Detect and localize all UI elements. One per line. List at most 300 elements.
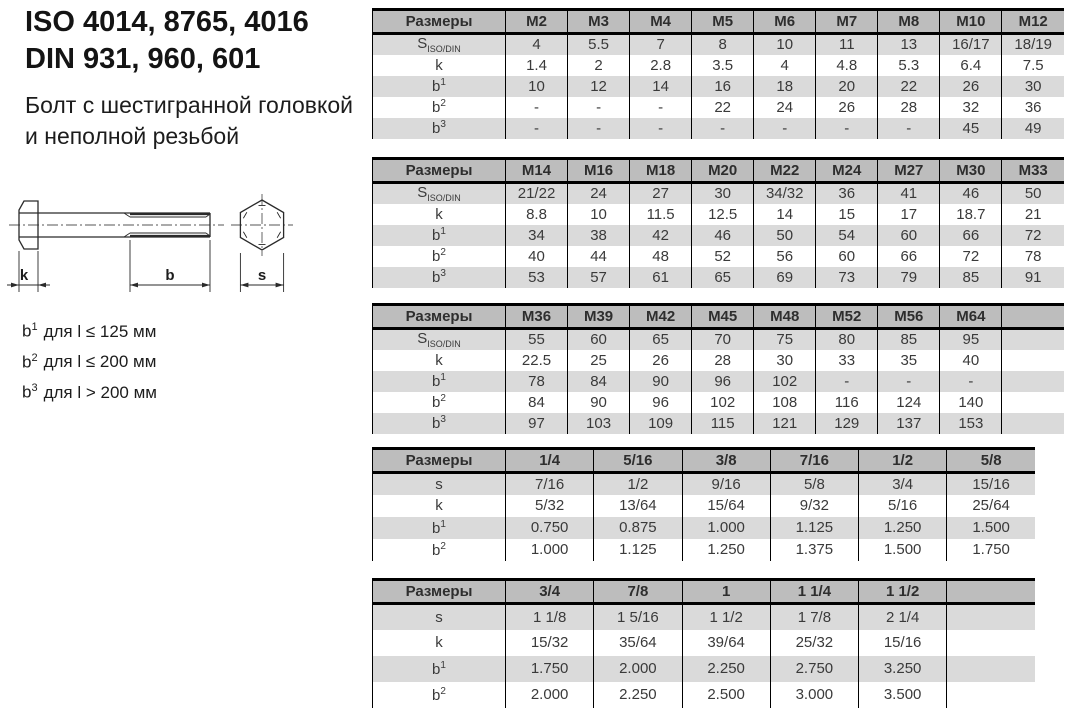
size-column-header: 3/8 xyxy=(682,449,770,473)
value-cell: - xyxy=(878,371,940,392)
size-column-header: 5/8 xyxy=(947,449,1035,473)
size-column-header: 1 xyxy=(682,580,770,604)
size-column-header: M6 xyxy=(754,10,816,34)
value-cell: 1.125 xyxy=(594,539,682,561)
value-cell: 25/32 xyxy=(770,630,858,656)
value-cell: 35 xyxy=(878,350,940,371)
value-cell: - xyxy=(754,118,816,139)
dimension-table-metric-large xyxy=(372,303,1064,434)
row-label: $b^2$ xyxy=(373,539,506,561)
size-column-header: M36 xyxy=(506,305,568,329)
value-cell: 5.3 xyxy=(878,55,940,76)
table-metric-large xyxy=(372,303,1064,434)
value-cell: 79 xyxy=(878,267,940,288)
note-b1 xyxy=(22,314,157,345)
dimension-table-metric-small xyxy=(372,8,1064,139)
value-cell: 3.250 xyxy=(859,656,947,682)
value-cell: 5/32 xyxy=(506,495,594,517)
note-b1-sup: 1 xyxy=(31,321,38,333)
value-cell: 85 xyxy=(940,267,1002,288)
value-cell: 46 xyxy=(940,183,1002,204)
value-cell: 52 xyxy=(692,246,754,267)
value-cell: 73 xyxy=(816,267,878,288)
value-cell: 45 xyxy=(940,118,1002,139)
value-cell: 34 xyxy=(506,225,568,246)
value-cell: 95 xyxy=(940,329,1002,350)
value-cell: 15/32 xyxy=(506,630,594,656)
value-cell: 1.250 xyxy=(682,539,770,561)
value-cell: 50 xyxy=(754,225,816,246)
size-column-header: M30 xyxy=(940,159,1002,183)
value-cell: 7 xyxy=(630,34,692,55)
size-column-header: 1/2 xyxy=(859,449,947,473)
value-cell: 25/64 xyxy=(947,495,1035,517)
note-b3 xyxy=(22,375,157,406)
table-row xyxy=(373,34,1065,55)
value-cell: 72 xyxy=(1002,225,1064,246)
value-cell: 91 xyxy=(1002,267,1064,288)
value-cell: 56 xyxy=(754,246,816,267)
row-label: $S_{ISO/DIN}$ xyxy=(373,34,506,55)
size-column-header: 1 1/4 xyxy=(770,580,858,604)
note-b2 xyxy=(22,345,157,376)
value-cell: 26 xyxy=(816,97,878,118)
size-column-header: M5 xyxy=(692,10,754,34)
value-cell: 11 xyxy=(816,34,878,55)
table-row xyxy=(373,682,1036,708)
row-label: k xyxy=(373,350,506,371)
value-cell: 7/16 xyxy=(506,473,594,495)
value-cell: 1.000 xyxy=(506,539,594,561)
value-cell: 21/22 xyxy=(506,183,568,204)
row-label: k xyxy=(373,55,506,76)
value-cell: 84 xyxy=(506,392,568,413)
table-corner-header: Размеры xyxy=(373,10,506,34)
value-cell: 11.5 xyxy=(630,204,692,225)
empty-cell xyxy=(947,656,1035,682)
size-column-header: M52 xyxy=(816,305,878,329)
row-label: $b^3$ xyxy=(373,413,506,434)
table-row xyxy=(373,392,1065,413)
table-row xyxy=(373,371,1065,392)
value-cell: 38 xyxy=(568,225,630,246)
size-column-header: M39 xyxy=(568,305,630,329)
value-cell: 1 1/8 xyxy=(506,604,594,630)
value-cell: 137 xyxy=(878,413,940,434)
table-row xyxy=(373,118,1065,139)
value-cell: 22 xyxy=(878,76,940,97)
size-column-header: M24 xyxy=(816,159,878,183)
value-cell: 96 xyxy=(692,371,754,392)
value-cell: 2.250 xyxy=(682,656,770,682)
value-cell: 90 xyxy=(630,371,692,392)
empty-column-header xyxy=(947,580,1035,604)
value-cell: - xyxy=(506,118,568,139)
size-column-header: M4 xyxy=(630,10,692,34)
table-row xyxy=(373,329,1065,350)
value-cell: 97 xyxy=(506,413,568,434)
size-column-header: M42 xyxy=(630,305,692,329)
value-cell: - xyxy=(630,97,692,118)
value-cell: 15/16 xyxy=(859,630,947,656)
value-cell: 32 xyxy=(940,97,1002,118)
size-column-header: M45 xyxy=(692,305,754,329)
value-cell: 1.4 xyxy=(506,55,568,76)
value-cell: 8 xyxy=(692,34,754,55)
table-row xyxy=(373,604,1036,630)
table-inch-small xyxy=(372,447,1035,561)
table-row xyxy=(373,495,1036,517)
value-cell: 1.000 xyxy=(682,517,770,539)
value-cell: 57 xyxy=(568,267,630,288)
value-cell: 116 xyxy=(816,392,878,413)
note-b2-sup: 2 xyxy=(31,351,38,364)
size-column-header: M20 xyxy=(692,159,754,183)
value-cell: 1.500 xyxy=(947,517,1035,539)
value-cell: 1 1/2 xyxy=(682,604,770,630)
bolt-head-front-view xyxy=(231,194,293,256)
value-cell: 26 xyxy=(630,350,692,371)
title-iso: ISO 4014, 8765, 4016 xyxy=(25,6,309,38)
size-column-header: 7/16 xyxy=(770,449,858,473)
value-cell: 70 xyxy=(692,329,754,350)
value-cell: 1.375 xyxy=(770,539,858,561)
value-cell: 65 xyxy=(692,267,754,288)
row-label: k xyxy=(373,630,506,656)
value-cell: 2 xyxy=(568,55,630,76)
value-cell: 8.8 xyxy=(506,204,568,225)
value-cell: 0.875 xyxy=(594,517,682,539)
value-cell: 78 xyxy=(506,371,568,392)
k-dimension-label: k xyxy=(19,267,29,284)
value-cell: 3.5 xyxy=(692,55,754,76)
value-cell: 6.4 xyxy=(940,55,1002,76)
table-inch-large xyxy=(372,578,1035,708)
b-dimension-label: b xyxy=(165,267,175,284)
size-column-header: 1 1/2 xyxy=(859,580,947,604)
value-cell: 2.8 xyxy=(630,55,692,76)
row-label: $b^2$ xyxy=(373,97,506,118)
value-cell: 9/16 xyxy=(682,473,770,495)
page-title xyxy=(25,4,309,78)
empty-cell xyxy=(947,682,1035,708)
value-cell: 1/2 xyxy=(594,473,682,495)
row-label: $b^3$ xyxy=(373,118,506,139)
value-cell: - xyxy=(506,97,568,118)
value-cell: 22 xyxy=(692,97,754,118)
value-cell: 96 xyxy=(630,392,692,413)
value-cell: 25 xyxy=(568,350,630,371)
dimension-table-inch-large xyxy=(372,578,1035,708)
value-cell: 35/64 xyxy=(594,630,682,656)
value-cell: 12.5 xyxy=(692,204,754,225)
value-cell: 4 xyxy=(754,55,816,76)
value-cell: 140 xyxy=(940,392,1002,413)
size-column-header: M10 xyxy=(940,10,1002,34)
value-cell: 36 xyxy=(1002,97,1064,118)
value-cell: 28 xyxy=(878,97,940,118)
value-cell: 60 xyxy=(816,246,878,267)
value-cell: 5/16 xyxy=(859,495,947,517)
note-b3-sup: 3 xyxy=(31,382,38,395)
value-cell: 18.7 xyxy=(940,204,1002,225)
bolt-drawing-svg xyxy=(0,185,330,320)
value-cell: 13 xyxy=(878,34,940,55)
size-column-header: M8 xyxy=(878,10,940,34)
value-cell: 10 xyxy=(506,76,568,97)
table-row xyxy=(373,517,1036,539)
empty-column-header xyxy=(1002,305,1064,329)
value-cell: 30 xyxy=(1002,76,1064,97)
value-cell: - xyxy=(692,118,754,139)
table-row xyxy=(373,225,1065,246)
value-cell: 53 xyxy=(506,267,568,288)
value-cell: 75 xyxy=(754,329,816,350)
value-cell: 34/32 xyxy=(754,183,816,204)
size-column-header: M22 xyxy=(754,159,816,183)
table-row xyxy=(373,539,1036,561)
value-cell: 50 xyxy=(1002,183,1064,204)
subtitle-line2: и неполной резьбой xyxy=(25,123,240,149)
value-cell: 2.000 xyxy=(506,682,594,708)
row-label: $S_{ISO/DIN}$ xyxy=(373,329,506,350)
note-b2-text: для l ≤ 200 мм xyxy=(43,352,157,372)
value-cell: 66 xyxy=(940,225,1002,246)
value-cell: 66 xyxy=(878,246,940,267)
value-cell: 61 xyxy=(630,267,692,288)
value-cell: 109 xyxy=(630,413,692,434)
value-cell: 5/8 xyxy=(770,473,858,495)
row-label: $b^1$ xyxy=(373,517,506,539)
value-cell: 65 xyxy=(630,329,692,350)
value-cell: 44 xyxy=(568,246,630,267)
value-cell: 3.000 xyxy=(770,682,858,708)
value-cell: 33 xyxy=(816,350,878,371)
row-label: $b^1$ xyxy=(373,76,506,97)
note-b3-base: b xyxy=(22,382,32,402)
table-row xyxy=(373,246,1065,267)
value-cell: - xyxy=(816,118,878,139)
value-cell: 10 xyxy=(568,204,630,225)
table-row xyxy=(373,55,1065,76)
value-cell: 16 xyxy=(692,76,754,97)
table-metric-small xyxy=(372,8,1064,139)
value-cell: 41 xyxy=(878,183,940,204)
value-cell: 1.750 xyxy=(506,656,594,682)
empty-cell xyxy=(1002,329,1064,350)
size-column-header: 5/16 xyxy=(594,449,682,473)
table-corner-header: Размеры xyxy=(373,159,506,183)
row-label: $b^3$ xyxy=(373,267,506,288)
size-column-header: 1/4 xyxy=(506,449,594,473)
value-cell: 46 xyxy=(692,225,754,246)
table-row xyxy=(373,76,1065,97)
value-cell: 18/19 xyxy=(1002,34,1064,55)
size-column-header: M48 xyxy=(754,305,816,329)
value-cell: 3/4 xyxy=(859,473,947,495)
value-cell: 1 7/8 xyxy=(770,604,858,630)
value-cell: - xyxy=(816,371,878,392)
row-label: s xyxy=(373,604,506,630)
table-row xyxy=(373,267,1065,288)
value-cell: 102 xyxy=(692,392,754,413)
row-label: $b^1$ xyxy=(373,225,506,246)
value-cell: 15/16 xyxy=(947,473,1035,495)
value-cell: 49 xyxy=(1002,118,1064,139)
value-cell: 42 xyxy=(630,225,692,246)
value-cell: - xyxy=(568,97,630,118)
note-b2-base: b xyxy=(22,352,32,372)
row-label: $b^1$ xyxy=(373,371,506,392)
value-cell: 2.000 xyxy=(594,656,682,682)
value-cell: 14 xyxy=(630,76,692,97)
size-column-header: 3/4 xyxy=(506,580,594,604)
value-cell: 69 xyxy=(754,267,816,288)
size-column-header: M2 xyxy=(506,10,568,34)
value-cell: 12 xyxy=(568,76,630,97)
size-column-header: 7/8 xyxy=(594,580,682,604)
value-cell: - xyxy=(630,118,692,139)
table-row xyxy=(373,204,1065,225)
size-column-header: M18 xyxy=(630,159,692,183)
value-cell: 2 1/4 xyxy=(859,604,947,630)
value-cell: 24 xyxy=(754,97,816,118)
dimension-table-inch-small xyxy=(372,447,1035,561)
empty-cell xyxy=(1002,413,1064,434)
s-dimension-label: s xyxy=(257,267,267,284)
size-column-header: M56 xyxy=(878,305,940,329)
value-cell: 85 xyxy=(878,329,940,350)
value-cell: 3.500 xyxy=(859,682,947,708)
value-cell: 84 xyxy=(568,371,630,392)
value-cell: 26 xyxy=(940,76,1002,97)
value-cell: 18 xyxy=(754,76,816,97)
dimension-b xyxy=(130,240,210,292)
bolt-technical-drawing xyxy=(0,185,330,320)
empty-cell xyxy=(947,604,1035,630)
length-notes xyxy=(22,314,157,406)
empty-cell xyxy=(947,630,1035,656)
value-cell: 9/32 xyxy=(770,495,858,517)
value-cell: 121 xyxy=(754,413,816,434)
note-b1-text: для l ≤ 125 мм xyxy=(43,321,157,341)
value-cell: 1.250 xyxy=(859,517,947,539)
value-cell: 72 xyxy=(940,246,1002,267)
table-metric-medium xyxy=(372,157,1064,288)
value-cell: 15 xyxy=(816,204,878,225)
value-cell: 48 xyxy=(630,246,692,267)
size-column-header: M3 xyxy=(568,10,630,34)
table-row xyxy=(373,183,1065,204)
value-cell: 115 xyxy=(692,413,754,434)
row-label: k xyxy=(373,495,506,517)
value-cell: 60 xyxy=(568,329,630,350)
value-cell: 2.250 xyxy=(594,682,682,708)
size-column-header: M12 xyxy=(1002,10,1064,34)
value-cell: 60 xyxy=(878,225,940,246)
row-label: $b^2$ xyxy=(373,682,506,708)
value-cell: 0.750 xyxy=(506,517,594,539)
value-cell: 80 xyxy=(816,329,878,350)
value-cell: 108 xyxy=(754,392,816,413)
empty-cell xyxy=(1002,371,1064,392)
table-row xyxy=(373,473,1036,495)
value-cell: 40 xyxy=(506,246,568,267)
value-cell: 2.750 xyxy=(770,656,858,682)
empty-cell xyxy=(1002,392,1064,413)
dimension-table-metric-medium xyxy=(372,157,1064,288)
table-corner-header: Размеры xyxy=(373,449,506,473)
size-column-header: M7 xyxy=(816,10,878,34)
table-row xyxy=(373,413,1065,434)
table-row xyxy=(373,656,1036,682)
page-subtitle xyxy=(25,90,353,152)
value-cell: 16/17 xyxy=(940,34,1002,55)
value-cell: 15/64 xyxy=(682,495,770,517)
value-cell: 36 xyxy=(816,183,878,204)
value-cell: 55 xyxy=(506,329,568,350)
size-column-header: M16 xyxy=(568,159,630,183)
value-cell: 22.5 xyxy=(506,350,568,371)
row-label: k xyxy=(373,204,506,225)
value-cell: 27 xyxy=(630,183,692,204)
table-corner-header: Размеры xyxy=(373,305,506,329)
value-cell: 5.5 xyxy=(568,34,630,55)
value-cell: 54 xyxy=(816,225,878,246)
value-cell: 102 xyxy=(754,371,816,392)
row-label: $b^2$ xyxy=(373,246,506,267)
value-cell: 30 xyxy=(754,350,816,371)
note-b1-base: b xyxy=(22,321,32,341)
table-row xyxy=(373,97,1065,118)
value-cell: 2.500 xyxy=(682,682,770,708)
value-cell: 24 xyxy=(568,183,630,204)
value-cell: 103 xyxy=(568,413,630,434)
value-cell: 124 xyxy=(878,392,940,413)
row-label: s xyxy=(373,473,506,495)
value-cell: 10 xyxy=(754,34,816,55)
size-column-header: M64 xyxy=(940,305,1002,329)
value-cell: 78 xyxy=(1002,246,1064,267)
value-cell: 129 xyxy=(816,413,878,434)
value-cell: 17 xyxy=(878,204,940,225)
value-cell: 153 xyxy=(940,413,1002,434)
subtitle-line1: Болт с шестигранной головкой xyxy=(25,92,353,118)
row-label: $S_{ISO/DIN}$ xyxy=(373,183,506,204)
note-b3-text: для l > 200 мм xyxy=(43,382,157,402)
value-cell: 4.8 xyxy=(816,55,878,76)
row-label: $b^1$ xyxy=(373,656,506,682)
value-cell: - xyxy=(878,118,940,139)
value-cell: 13/64 xyxy=(594,495,682,517)
value-cell: 7.5 xyxy=(1002,55,1064,76)
value-cell: 20 xyxy=(816,76,878,97)
dimension-k xyxy=(7,251,50,292)
value-cell: 39/64 xyxy=(682,630,770,656)
table-row xyxy=(373,350,1065,371)
size-column-header: M33 xyxy=(1002,159,1064,183)
value-cell: 90 xyxy=(568,392,630,413)
value-cell: 1.125 xyxy=(770,517,858,539)
row-label: $b^2$ xyxy=(373,392,506,413)
value-cell: 30 xyxy=(692,183,754,204)
value-cell: 40 xyxy=(940,350,1002,371)
size-column-header: M14 xyxy=(506,159,568,183)
title-din: DIN 931, 960, 601 xyxy=(25,43,261,75)
value-cell: - xyxy=(568,118,630,139)
table-corner-header: Размеры xyxy=(373,580,506,604)
empty-cell xyxy=(1002,350,1064,371)
